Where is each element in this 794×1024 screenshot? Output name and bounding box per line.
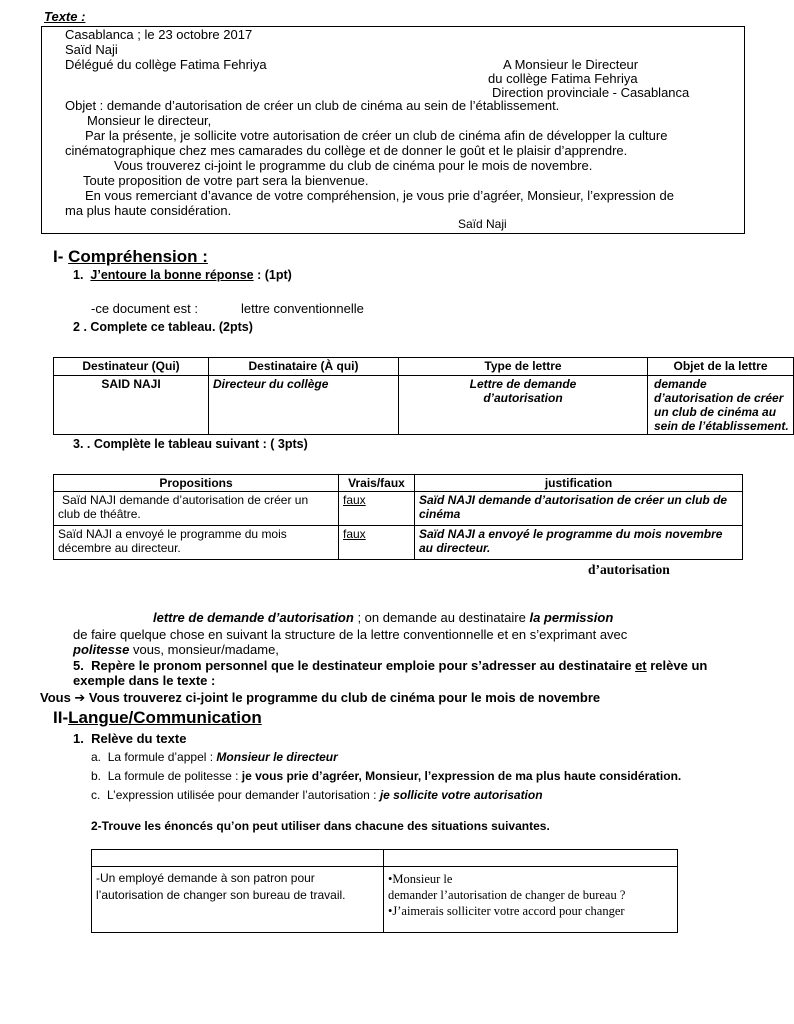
letter-signature: Saïd Naji [458,217,507,231]
q5-line2: exemple dans le texte : [73,673,216,688]
q4-line3-rest: vous, monsieur/madame, [129,642,279,657]
q3-number: 3. [73,437,84,451]
texte-label: Texte : [44,9,86,24]
table3-situation-cell [92,867,384,933]
fragment-autorisation: d’autorisation [588,562,670,577]
letter-place-date: Casablanca ; le 23 octobre 2017 [65,27,253,42]
table2-row2-vf-cell [339,526,415,560]
q2-number: 2 [73,320,80,334]
q1-line [73,268,292,283]
s2-item-c-answer: je sollicite votre autorisation [379,788,543,802]
q5-text-b: relève un [646,658,708,673]
s2-item-c-label: L’expression utilisée pour demander l’autorisation : [107,788,380,802]
table2-row2-just-line1: Saïd NAJI a envoyé le programme du mois novembre [419,527,723,541]
letter-sender-role: Délégué du collège Fatima Fehriya [65,57,267,72]
s2-item-c [91,788,543,803]
letter-para3: Toute proposition de votre part sera la bienvenue. [83,173,369,188]
s2-q1-number: 1. [73,731,84,746]
section2-heading [53,708,262,728]
table3-answer-cell [384,867,678,933]
letter-sender-name: Saïd Naji [65,42,118,57]
section1-title: Compréhension : [68,247,208,266]
table2-row1-just-line1: Saïd NAJI demande d’autorisation de créer un club de [419,493,728,507]
s2-item-b-letter: b. [91,769,102,783]
q5-number: 5. [73,658,84,673]
table1-header-destinateur: Destinateur (Qui) [54,358,209,376]
q3-text: . Complète le tableau suivant : ( 3pts) [86,437,308,451]
s2-q1-line [73,731,186,746]
letter-salutation: Monsieur le directeur, [87,113,212,128]
table2-header-propositions: Propositions [54,475,339,492]
table1-objet-line3: un club de cinéma au [654,405,777,419]
q4-line3 [73,642,279,657]
q2-line [73,320,253,335]
table1-header-objet: Objet de la lettre [648,358,794,376]
table3-answer-line1: •Monsieur le [388,872,453,886]
table1-header-destinataire: Destinataire (À qui) [209,358,399,376]
table-situations [91,849,678,933]
q4-term2: la permission [529,610,614,625]
s2-item-b-answer: je vous prie d’agréer, Monsieur, l’expression de ma plus haute considération. [241,769,682,783]
section1-prefix: I- [53,247,64,266]
letter-para2: Vous trouverez ci-joint le programme du club de cinéma pour le mois de novembre. [114,158,593,173]
table-lettre [53,357,794,435]
table1-objet-line4: sein de l’établissement. [654,419,789,433]
section2-title: Langue/Communication [68,708,262,727]
section2-prefix: II- [53,708,69,727]
table2-row1-justification [415,492,743,526]
table2-header-justification: justification [415,475,743,492]
q1-number: 1. [73,268,84,282]
table3-situation-line2: l’autorisation de changer son bureau de travail. [96,888,346,902]
table2-row1-just-line2: cinéma [419,507,461,521]
letter-para1-line2: cinématographique chez mes camarades du collège et de donner le goût et le plaisir d’apprendre. [65,143,628,158]
s2-item-c-letter: c. [91,788,101,802]
q5-et: et [635,658,647,673]
s2-item-a-label: La formule d’appel : [107,750,217,764]
table3-answer-line3: •J’aimerais solliciter votre accord pour changer [388,904,625,918]
table1-type-line1: Lettre de demande [469,377,577,391]
table2-row2-just-line2: au directeur. [419,541,491,555]
table2-row1-proposition [54,492,339,526]
table2-header-vraisfaux: Vrais/faux [339,475,415,492]
letter-para1-line1: Par la présente, je sollicite votre autorisation de créer un club de cinéma afin de développer la culture [85,128,668,143]
q4-line2: de faire quelque chose en suivant la structure de la lettre conventionnelle et en s’exprimant avec [73,627,628,642]
q4-mid: ; on demande au destinataire [353,610,530,625]
table2-row2-justification [415,526,743,560]
q5-text-a: Repère le pronom personnel que le destinateur emploie pour s’adresser au destinataire [91,658,636,673]
table3-answer-line2: demander l’autorisation de changer de bureau ? [388,888,626,902]
q5-line1 [73,658,707,673]
table3-situation-line1: -Un employé demande à son patron pour [96,871,315,885]
s2-item-a-answer: Monsieur le directeur [216,750,338,764]
q1-points: : (1pt) [253,268,292,282]
letter-recipient-1: A Monsieur le Directeur [503,57,639,72]
table2-row2-prop-line1: Saïd NAJI a envoyé le programme du mois [58,527,287,541]
letter-box [41,26,745,234]
q1-prompt: -ce document est : [91,301,198,316]
letter-recipient-3: Direction provinciale - Casablanca [492,85,690,100]
table2-row1-vf: faux [343,493,366,507]
letter-objet: Objet : demande d’autorisation de créer un club de cinéma au sein de l’établissement. [65,98,560,113]
q3-line [73,437,308,452]
letter-para4-line1: En vous remerciant d’avance de votre compréhension, je vous prie d’agréer, Monsieur, l’expression de [85,188,674,203]
table1-objet-line2: d’autorisation de créer [654,391,784,405]
q1-answer: lettre conventionnelle [241,301,364,316]
letter-para4-line2: ma plus haute considération. [65,203,232,218]
q2-text: . Complete ce tableau. (2pts) [83,320,253,334]
s2-item-b [91,769,681,784]
s2-item-b-label: La formule de politesse : [107,769,242,783]
table1-cell-destinateur: SAID NAJI [54,376,209,435]
table3-header-right [384,850,678,867]
s2-item-a-letter: a. [91,750,102,764]
s2-item-a [91,750,338,765]
q4-term3: politesse [73,642,130,657]
table1-cell-destinataire: Directeur du collège [209,376,399,435]
table-vrai-faux [53,474,743,560]
table2-row1-prop-line1: Saïd NAJI demande d’autorisation de créer un [62,493,309,507]
table2-row2-vf: faux [343,527,366,541]
table1-header-type: Type de lettre [399,358,648,376]
table2-row2-prop-line2: décembre au directeur. [58,541,181,555]
table3-header-left [92,850,384,867]
table1-cell-objet [648,376,794,435]
s2-q1-title: Relève du texte [91,731,187,746]
table2-row1-vf-cell [339,492,415,526]
table2-row2-proposition [54,526,339,560]
s2-q2-title: 2-Trouve les énoncés qu’on peut utiliser dans chacune des situations suivantes. [91,819,550,833]
q5-answer: Vous ➔ Vous trouverez ci-joint le programme du club de cinéma pour le mois de novembre [40,690,601,705]
q4-term1: lettre de demande d’autorisation [153,610,354,625]
table1-type-line2: d’autorisation [483,391,563,405]
q1-text: J’entoure la bonne réponse [90,268,254,282]
section1-heading [53,247,208,267]
table1-cell-type [399,376,648,435]
q4-line1 [153,610,613,625]
table1-objet-line1: demande [654,377,707,391]
letter-recipient-2: du collège Fatima Fehriya [488,71,638,86]
table2-row1-prop-line2: club de théâtre. [58,507,141,521]
